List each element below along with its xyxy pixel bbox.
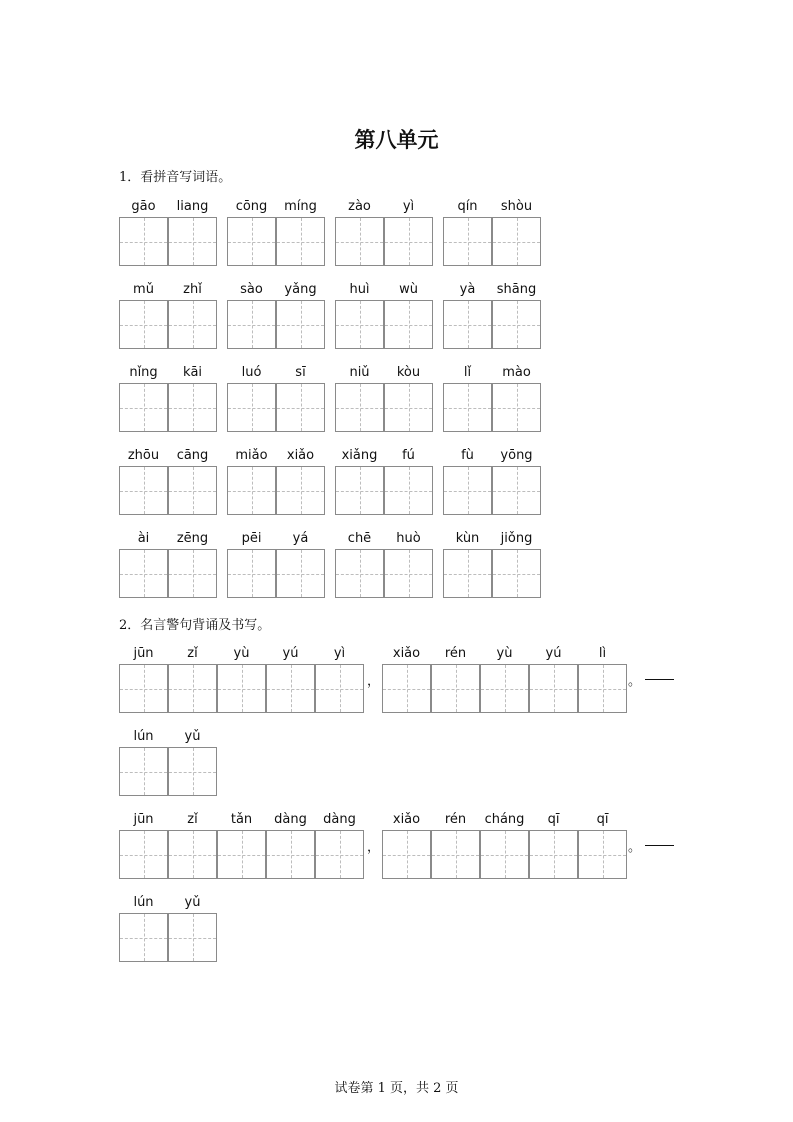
- pinyin-label: míng: [284, 199, 317, 214]
- pinyin-label: lì: [598, 646, 607, 661]
- writing-box[interactable]: [335, 466, 384, 515]
- writing-box[interactable]: [335, 217, 384, 266]
- pinyin-label: dàng: [274, 812, 307, 827]
- writing-box[interactable]: [492, 217, 541, 266]
- question-1-heading: 1．看拼音写词语。: [119, 170, 232, 185]
- pinyin-label: lǐ: [463, 365, 472, 380]
- pinyin-label: ài: [137, 531, 150, 546]
- writing-box[interactable]: [384, 383, 433, 432]
- writing-box[interactable]: [168, 466, 217, 515]
- pinyin-label: lún: [133, 729, 154, 744]
- writing-box[interactable]: [492, 549, 541, 598]
- writing-box[interactable]: [443, 300, 492, 349]
- pinyin-label: huò: [396, 531, 421, 546]
- pinyin-label: zhǐ: [183, 282, 202, 297]
- writing-box[interactable]: [217, 664, 266, 713]
- attribution-dash: [645, 845, 674, 846]
- writing-box[interactable]: [443, 549, 492, 598]
- pinyin-label: mǔ: [133, 282, 154, 297]
- writing-box[interactable]: [578, 664, 627, 713]
- pinyin-label: shòu: [500, 199, 533, 214]
- writing-box[interactable]: [276, 466, 325, 515]
- comma-mark: ，: [367, 840, 381, 855]
- pinyin-label: yōng: [500, 448, 533, 463]
- pinyin-label: dàng: [323, 812, 356, 827]
- pinyin-label: yǔ: [184, 895, 201, 910]
- writing-box[interactable]: [227, 466, 276, 515]
- page-footer: 试卷第 1 页，共 2 页: [334, 1081, 459, 1096]
- writing-box[interactable]: [168, 664, 217, 713]
- writing-box[interactable]: [266, 664, 315, 713]
- pinyin-label: zǐ: [187, 812, 198, 827]
- writing-box[interactable]: [119, 466, 168, 515]
- pinyin-label: liang: [176, 199, 209, 214]
- writing-box[interactable]: [443, 383, 492, 432]
- pinyin-label: xiǎo: [392, 646, 421, 661]
- pinyin-label: jūn: [133, 812, 154, 827]
- pinyin-label: fú: [402, 448, 415, 463]
- pinyin-label: yì: [333, 646, 346, 661]
- writing-box[interactable]: [578, 830, 627, 879]
- writing-box[interactable]: [119, 664, 168, 713]
- writing-box[interactable]: [119, 217, 168, 266]
- pinyin-label: cōng: [235, 199, 268, 214]
- writing-box[interactable]: [384, 300, 433, 349]
- writing-box[interactable]: [382, 664, 431, 713]
- writing-box[interactable]: [276, 383, 325, 432]
- writing-box[interactable]: [119, 383, 168, 432]
- pinyin-label: zǐ: [187, 646, 198, 661]
- pinyin-label: yǔ: [184, 729, 201, 744]
- writing-box[interactable]: [384, 217, 433, 266]
- pinyin-label: chē: [347, 531, 372, 546]
- pinyin-label: zēng: [176, 531, 209, 546]
- pinyin-label: shāng: [496, 282, 537, 297]
- writing-box[interactable]: [480, 664, 529, 713]
- writing-box[interactable]: [276, 549, 325, 598]
- pinyin-label: jiǒng: [500, 531, 533, 546]
- writing-box[interactable]: [431, 664, 480, 713]
- pinyin-label: kùn: [455, 531, 480, 546]
- writing-box[interactable]: [119, 300, 168, 349]
- writing-box[interactable]: [492, 466, 541, 515]
- writing-box[interactable]: [443, 217, 492, 266]
- pinyin-label: qín: [457, 199, 478, 214]
- writing-box[interactable]: [168, 383, 217, 432]
- writing-box[interactable]: [119, 830, 168, 879]
- pinyin-label: kòu: [396, 365, 421, 380]
- pinyin-label: yú: [545, 646, 562, 661]
- writing-box[interactable]: [529, 830, 578, 879]
- writing-box[interactable]: [119, 747, 168, 796]
- writing-box[interactable]: [227, 217, 276, 266]
- writing-box[interactable]: [168, 913, 217, 962]
- writing-box[interactable]: [315, 664, 364, 713]
- pinyin-label: yù: [233, 646, 250, 661]
- pinyin-label: yǎng: [284, 282, 317, 297]
- pinyin-label: jūn: [133, 646, 154, 661]
- pinyin-label: luó: [241, 365, 262, 380]
- pinyin-label: kāi: [182, 365, 203, 380]
- pinyin-label: pēi: [241, 531, 262, 546]
- writing-box[interactable]: [382, 830, 431, 879]
- writing-box[interactable]: [443, 466, 492, 515]
- pinyin-label: yà: [459, 282, 476, 297]
- writing-box[interactable]: [119, 913, 168, 962]
- writing-box[interactable]: [276, 300, 325, 349]
- writing-box[interactable]: [335, 383, 384, 432]
- pinyin-label: zào: [348, 199, 371, 214]
- writing-box[interactable]: [335, 549, 384, 598]
- writing-box[interactable]: [384, 466, 433, 515]
- writing-box[interactable]: [384, 549, 433, 598]
- writing-box[interactable]: [480, 830, 529, 879]
- pinyin-label: nǐng: [129, 365, 158, 380]
- pinyin-label: xiǎo: [286, 448, 315, 463]
- writing-box[interactable]: [315, 830, 364, 879]
- pinyin-label: sào: [240, 282, 263, 297]
- writing-box[interactable]: [492, 383, 541, 432]
- writing-box[interactable]: [529, 664, 578, 713]
- pinyin-label: huì: [349, 282, 370, 297]
- writing-box[interactable]: [168, 217, 217, 266]
- writing-box[interactable]: [431, 830, 480, 879]
- pinyin-label: niǔ: [349, 365, 370, 380]
- writing-box[interactable]: [227, 300, 276, 349]
- pinyin-label: xiǎng: [341, 448, 378, 463]
- pinyin-label: yù: [496, 646, 513, 661]
- pinyin-label: zhōu: [127, 448, 160, 463]
- pinyin-label: tǎn: [230, 812, 253, 827]
- question-2-heading: 2．名言警句背诵及书写。: [119, 618, 271, 633]
- pinyin-label: yú: [282, 646, 299, 661]
- attribution-dash: [645, 679, 674, 680]
- pinyin-label: gāo: [131, 199, 156, 214]
- writing-box[interactable]: [266, 830, 315, 879]
- writing-box[interactable]: [168, 300, 217, 349]
- page-title: 第八单元: [354, 128, 439, 152]
- writing-box[interactable]: [168, 830, 217, 879]
- comma-mark: ，: [367, 674, 381, 689]
- pinyin-label: yá: [292, 531, 309, 546]
- period-mark: 。: [628, 840, 642, 855]
- writing-box[interactable]: [217, 830, 266, 879]
- pinyin-label: cháng: [484, 812, 525, 827]
- writing-box[interactable]: [335, 300, 384, 349]
- pinyin-label: sī: [295, 365, 306, 380]
- period-mark: 。: [628, 674, 642, 689]
- pinyin-label: qī: [596, 812, 609, 827]
- pinyin-label: lún: [133, 895, 154, 910]
- pinyin-label: rén: [444, 812, 467, 827]
- pinyin-label: rén: [444, 646, 467, 661]
- writing-box[interactable]: [168, 747, 217, 796]
- writing-box[interactable]: [168, 549, 217, 598]
- pinyin-label: mào: [502, 365, 531, 380]
- pinyin-label: xiǎo: [392, 812, 421, 827]
- pinyin-label: yì: [402, 199, 415, 214]
- pinyin-label: fù: [461, 448, 474, 463]
- pinyin-label: cāng: [176, 448, 209, 463]
- writing-box[interactable]: [492, 300, 541, 349]
- pinyin-label: wù: [399, 282, 418, 297]
- pinyin-label: miǎo: [235, 448, 268, 463]
- writing-box[interactable]: [119, 549, 168, 598]
- pinyin-label: qī: [547, 812, 560, 827]
- writing-box[interactable]: [227, 549, 276, 598]
- writing-box[interactable]: [227, 383, 276, 432]
- writing-box[interactable]: [276, 217, 325, 266]
